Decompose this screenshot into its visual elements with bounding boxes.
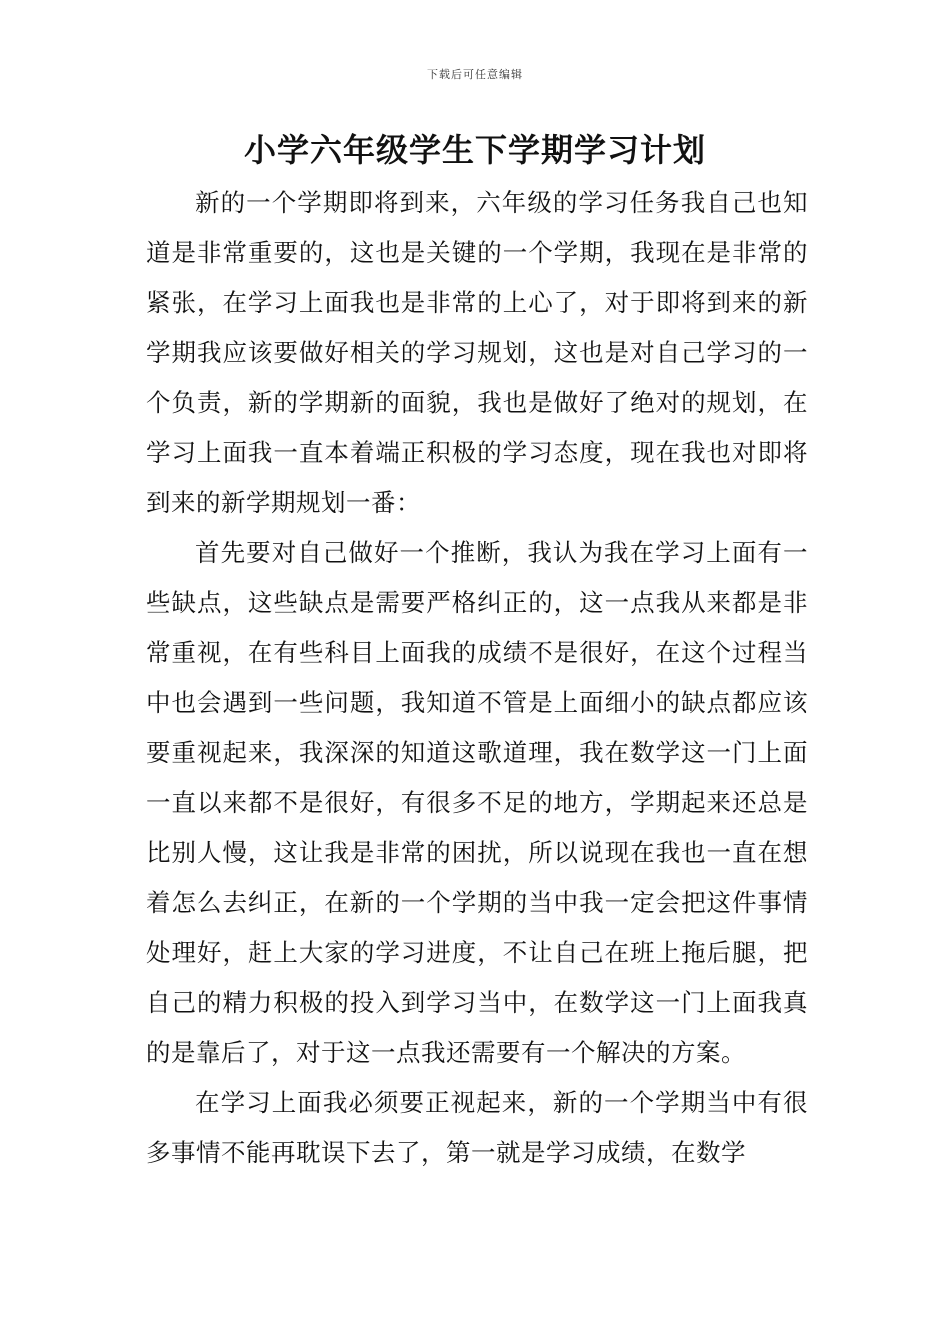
header-note: 下载后可任意编辑 xyxy=(427,68,523,81)
document-title: 小学六年级学生下学期学习计划 xyxy=(243,131,706,169)
paragraph-2: 首先要对自己做好一个推断，我认为我在学习上面有一些缺点，这些缺点是需要严格纠正的，这一点我从来都是非常重视，在有些科目上面我的成绩不是很好，在这个过程当中也会遇到一些问题，我知道不管是上面细小的缺点都应该要重视起来，我深深的知道这歌道理，我在数学这一门上面一直以来都不是很好，有很多不足的地方，学期起来还总是比别人慢，这让我是非常的困扰，所以说现在我也一直在想着怎么去纠正，在新的一个学期的当中我一定会把这件事情处理好，赶上大家的学习进度，不让自己在班上拖后腿，把自己的精力积极的投入到学习当中，在数学这一门上面我真的是靠后了，对于这一点我还需要有一个解决的方案。 xyxy=(146,538,808,1067)
document-body xyxy=(146,178,808,1178)
paragraph-1: 新的一个学期即将到来，六年级的学习任务我自己也知道是非常重要的，这也是关键的一个学期，我现在是非常的紧张，在学习上面我也是非常的上心了，对于即将到来的新学期我应该要做好相关的学习规划，这也是对自己学习的一个负责，新的学期新的面貌，我也是做好了绝对的规划，在学习上面我一直本着端正积极的学习态度，现在我也对即将到来的新学期规划一番： xyxy=(146,188,808,517)
paragraph-3: 在学习上面我必须要正视起来，新的一个学期当中有很多事情不能再耽误下去了，第一就是学习成绩，在数学 xyxy=(146,1088,808,1167)
